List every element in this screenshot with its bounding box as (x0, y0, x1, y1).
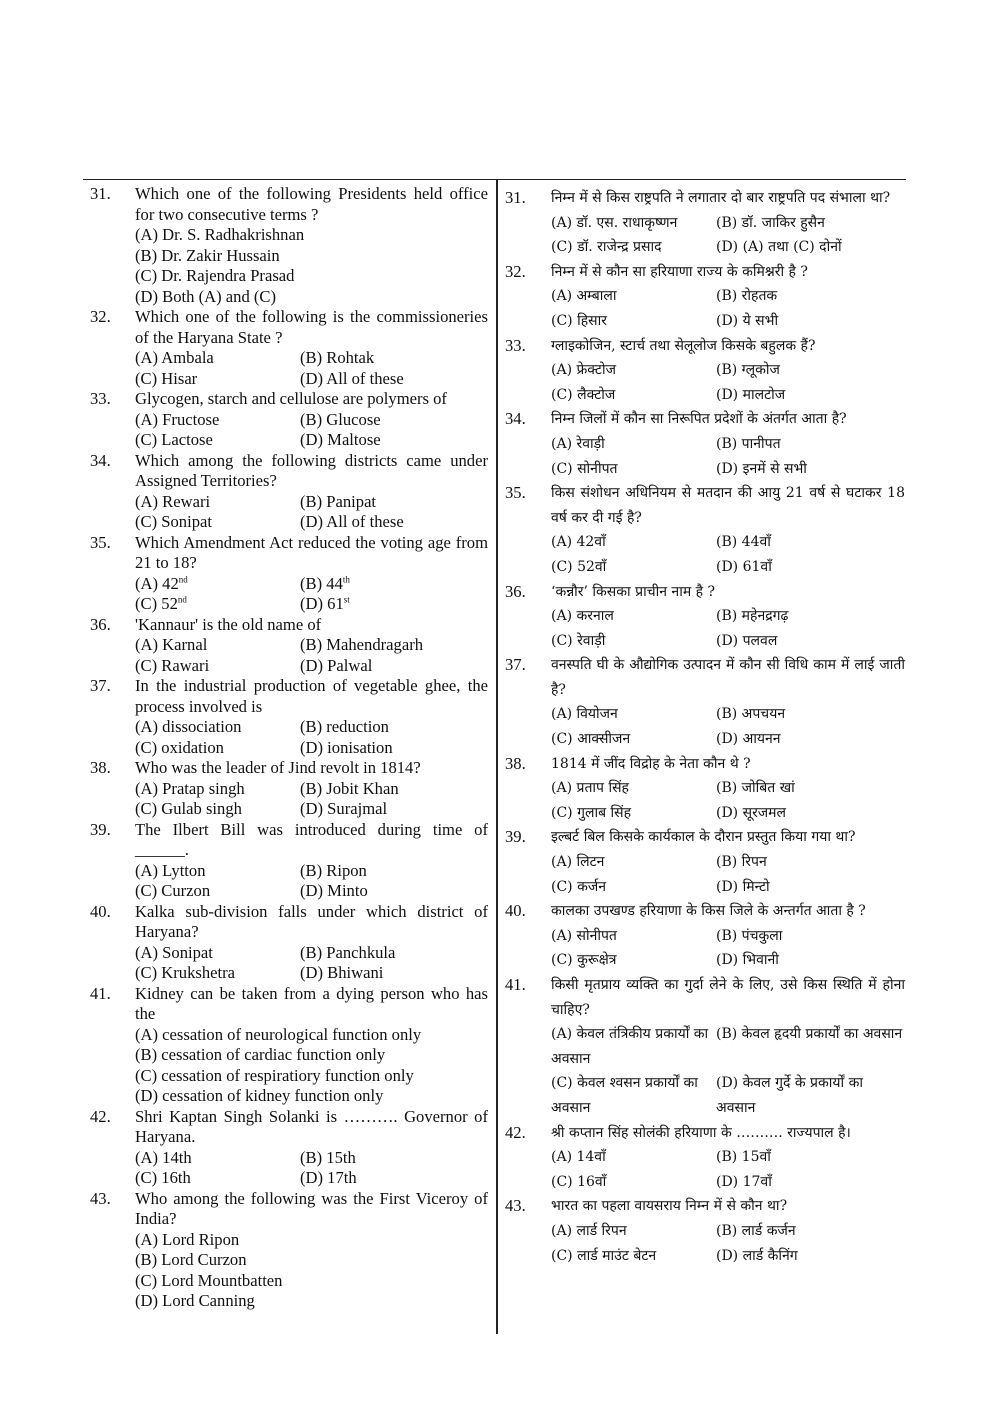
option: (B) Panipat (300, 491, 377, 511)
option: (C) cessation of respiratiory function only (135, 1065, 414, 1085)
option: (D) 17वाँ (716, 1173, 772, 1190)
option: (B) रोहतक (716, 288, 778, 305)
option: (A) सोनीपत (551, 927, 617, 944)
option: (D) All of these (300, 368, 404, 388)
option-text: (A) 42 (135, 573, 179, 593)
option: (C) Hisar (135, 368, 198, 388)
option: (C) Sonipat (135, 512, 212, 531)
question-item (505, 580, 905, 654)
question-text: निम्न जिलों में कौन सा निरूपित प्रदेशों के अंतर्गत आता है? (551, 411, 847, 428)
option: (A) फ्रेक्टोज (551, 362, 616, 379)
option: (A) केवल तंत्रिकीय प्रकार्यों का अवसान (551, 1026, 709, 1067)
question-item (505, 752, 905, 826)
option: (B) ग्लूकोज (716, 362, 780, 379)
option (135, 594, 300, 615)
question-number: 36. (505, 581, 526, 601)
option: (A) करनाल (551, 608, 614, 625)
options-list (551, 604, 905, 653)
question-number: 31. (505, 188, 526, 207)
question-item (90, 1107, 488, 1189)
question-item (505, 481, 905, 579)
option-ordinal-suffix: th (342, 573, 350, 584)
option: (D) आयनन (716, 731, 781, 748)
question-item (505, 899, 905, 973)
option: (A) 14वाँ (551, 1149, 606, 1166)
options-list (135, 779, 488, 820)
option: (A) Lord Ripon (135, 1229, 240, 1249)
option: (B) 15th (300, 1147, 356, 1167)
option: (A) 42वाँ (551, 534, 606, 551)
option: (B) Glucose (300, 409, 381, 429)
question-item (90, 1189, 488, 1312)
option: (C) कर्जन (551, 878, 606, 895)
question-item (505, 334, 905, 408)
options-list (551, 1145, 905, 1194)
options-list (551, 211, 905, 260)
options-list (551, 850, 905, 899)
option: (C) लैक्टोज (551, 386, 616, 403)
option: (C) कुरूक्षेत्र (551, 952, 617, 969)
options-list (551, 530, 905, 579)
options-list (551, 702, 905, 751)
option: (A) Sonipat (135, 942, 213, 962)
question-text: Which Amendment Act reduced the voting age from 21 to 18? (135, 532, 488, 572)
question-text: Glycogen, starch and cellulose are polymers of (135, 389, 447, 408)
option: (C) डॉ. राजेन्द्र प्रसाद (551, 239, 662, 256)
hindi-column (505, 186, 905, 1268)
option: (A) dissociation (135, 717, 242, 736)
option: (B) Lord Curzon (135, 1250, 247, 1269)
options-list (135, 635, 488, 676)
option: (A) वियोजन (551, 706, 618, 723)
option: (C) आक्सीजन (551, 731, 631, 748)
question-item (90, 451, 488, 533)
question-number: 40. (90, 901, 111, 921)
option-text: (D) 61 (300, 594, 344, 613)
option: (C) Gulab singh (135, 799, 242, 818)
question-number: 34. (505, 409, 526, 429)
option: (D) Lord Canning (135, 1291, 255, 1310)
question-number: 39. (505, 827, 526, 847)
question-number: 43. (505, 1196, 526, 1216)
option: (A) cessation of neurological function only (135, 1024, 422, 1044)
option: (A) Fructose (135, 409, 220, 429)
question-number: 43. (90, 1188, 111, 1208)
option: (D) मिन्टो (716, 878, 770, 895)
option: (A) Ambala (135, 348, 214, 367)
question-number: 42. (505, 1122, 526, 1142)
question-item (505, 973, 905, 1121)
option-text: (B) 44 (300, 573, 343, 593)
question-item (90, 389, 488, 451)
question-item (505, 186, 905, 260)
option: (D) All of these (300, 512, 404, 531)
question-number: 33. (505, 335, 526, 355)
option: (A) Pratap singh (135, 778, 245, 798)
options-list (135, 225, 488, 307)
option: (D) Bhiwani (300, 963, 384, 982)
option: (A) Rewari (135, 491, 211, 511)
question-number: 35. (505, 483, 526, 503)
question-item (90, 902, 488, 984)
option: (B) डॉ. जाकिर हुसैन (716, 214, 825, 231)
option: (D) पलवल (716, 632, 778, 649)
option: (A) अम्बाला (551, 288, 617, 305)
option: (B) जोबित खां (716, 780, 795, 797)
question-text: The Ilbert Bill was introduced during time of ______. (135, 819, 488, 859)
option: (A) Dr. S. Radhakrishnan (135, 225, 305, 244)
question-number: 38. (505, 753, 526, 773)
options-list (551, 776, 905, 825)
option-ordinal-suffix: nd (177, 594, 187, 605)
option: (C) oxidation (135, 737, 224, 757)
option: (B) अपचयन (716, 706, 786, 723)
question-text: वनस्पति घी के औद्योगिक उत्पादन में कौन सी विधि काम में लाई जाती है? (551, 657, 905, 698)
question-item (90, 533, 488, 615)
option: (D) Both (A) and (C) (135, 286, 277, 306)
option-ordinal-suffix: nd (178, 573, 188, 584)
option: (D) भिवानी (716, 952, 779, 969)
top-rule (83, 179, 906, 180)
option: (C) 16वाँ (551, 1173, 607, 1190)
question-item (505, 1194, 905, 1268)
options-list (135, 410, 488, 451)
options-list (551, 1219, 905, 1268)
option: (B) Jobit Khan (300, 778, 399, 798)
option (300, 574, 488, 595)
option: (D) मालटोज (716, 386, 786, 403)
option: (D) Minto (300, 881, 368, 900)
question-text: Shri Kaptan Singh Solanki is ………. Governor of Haryana. (135, 1106, 488, 1146)
question-text: किसी मृतप्राय व्यक्ति का गुर्दा लेने के लिए, उसे किस स्थिति में होना चाहिए? (551, 977, 905, 1018)
option: (C) Lord Mountbatten (135, 1270, 283, 1290)
option: (D) केवल गुर्दे के प्रकार्यों का अवसान (716, 1075, 863, 1116)
option: (D) सूरजमल (716, 804, 787, 821)
question-item (90, 676, 488, 758)
question-item (505, 407, 905, 481)
question-item (90, 758, 488, 820)
options-list (135, 348, 488, 389)
option: (B) पानीपत (716, 435, 781, 452)
question-item (90, 984, 488, 1107)
option: (A) प्रताप सिंह (551, 780, 629, 797)
option: (A) रेवाड़ी (551, 435, 605, 452)
question-item (90, 615, 488, 677)
options-list (135, 574, 488, 615)
option-ordinal-suffix: st (343, 594, 350, 605)
options-list (551, 358, 905, 407)
option: (A) Karnal (135, 635, 208, 654)
question-text: श्री कप्तान सिंह सोलंकी हरियाणा के ………. राज्यपाल है। (551, 1124, 851, 1141)
option: (C) गुलाब सिंह (551, 804, 632, 821)
question-text: Which among the following districts came under Assigned Territories? (135, 450, 488, 490)
option: (A) लार्ड रिपन (551, 1222, 627, 1239)
english-column (90, 184, 488, 1312)
options-list (135, 1025, 488, 1107)
question-text: Kidney can be taken from a dying person who has the (135, 983, 488, 1023)
options-list (551, 432, 905, 481)
question-item (90, 184, 488, 307)
option: (D) ये सभी (716, 312, 779, 329)
question-text: निम्न में से कौन सा हरियाणा राज्य के कमिश्नरी है ? (551, 263, 808, 280)
question-text: 1814 में जींद विद्रोह के नेता कौन थे ? (551, 755, 751, 772)
option: (A) 14th (135, 1147, 192, 1167)
question-text: भारत का पहला वायसराय निम्न में से कौन था? (551, 1198, 788, 1215)
option: (A) डॉ. एस. राधाकृष्णन (551, 214, 678, 231)
option: (A) लिटन (551, 854, 605, 871)
question-number: 35. (90, 532, 111, 552)
options-list (135, 861, 488, 902)
option: (D) Maltose (300, 430, 381, 449)
question-number: 32. (90, 307, 111, 326)
option: (C) Rawari (135, 655, 210, 675)
options-list (135, 1148, 488, 1189)
question-text: In the industrial production of vegetable ghee, the process involved is (135, 676, 488, 716)
option: (B) 44वाँ (716, 534, 771, 551)
option: (B) Rohtak (300, 348, 375, 367)
question-text: Kalka sub-division falls under which district of Haryana? (135, 901, 488, 941)
option: (B) reduction (300, 717, 389, 736)
question-text: कालका उपखण्ड हरियाणा के किस जिले के अन्तर्गत आता है ? (551, 903, 866, 920)
option: (D) Palwal (300, 655, 373, 675)
option: (B) 15वाँ (716, 1149, 771, 1166)
option: (D) इनमें से सभी (716, 460, 807, 477)
option: (C) Curzon (135, 881, 211, 900)
option: (B) केवल हृदयी प्रकार्यों का अवसान (716, 1026, 903, 1043)
option: (D) cessation of kidney function only (135, 1086, 384, 1105)
options-list (135, 1230, 488, 1312)
option: (D) ionisation (300, 737, 393, 757)
question-number: 36. (90, 614, 111, 634)
option: (C) लार्ड माउंट बेटन (551, 1247, 657, 1264)
option: (C) 16th (135, 1168, 191, 1187)
question-number: 34. (90, 450, 111, 470)
option: (C) Dr. Rajendra Prasad (135, 266, 295, 285)
options-list (135, 492, 488, 533)
option: (D) 61वाँ (716, 558, 772, 575)
question-number: 42. (90, 1106, 111, 1126)
question-number: 39. (90, 819, 111, 839)
option: (B) Dr. Zakir Hussain (135, 245, 280, 265)
option: (C) केवल श्वसन प्रकार्यों का अवसान (551, 1075, 698, 1116)
question-number: 40. (505, 901, 526, 921)
column-divider (496, 180, 498, 1334)
option: (D) लार्ड कैनिंग (716, 1247, 798, 1264)
option: (B) लार्ड कर्जन (716, 1222, 796, 1239)
option: (D) Surajmal (300, 799, 388, 818)
question-text: Which one of the following Presidents held office for two consecutive terms ? (135, 184, 488, 224)
option: (C) Lactose (135, 430, 213, 449)
question-item (505, 825, 905, 899)
option: (B) Panchkula (300, 942, 396, 962)
question-number: 37. (90, 676, 111, 695)
options-list (551, 284, 905, 333)
option: (C) Krukshetra (135, 963, 235, 982)
option: (B) Ripon (300, 860, 367, 880)
question-number: 38. (90, 758, 111, 777)
question-item (505, 260, 905, 334)
options-list (551, 924, 905, 973)
option: (B) महेनद्रगढ़ (716, 608, 789, 625)
option (300, 594, 488, 615)
option: (D) (A) तथा (C) दोनों (716, 239, 842, 256)
question-text: निम्न में से किस राष्ट्रपति ने लगातार दो बार राष्ट्रपति पद संभाला था? (551, 190, 891, 206)
question-text: 'Kannaur' is the old name of (135, 614, 322, 634)
option-text: (C) 52 (135, 594, 178, 613)
options-list (135, 943, 488, 984)
question-text: ग्लाइकोजिन, स्टार्च तथा सेलूलोज किसके बहुलक हैं? (551, 337, 816, 354)
option: (A) Lytton (135, 860, 206, 880)
option: (B) cessation of cardiac function only (135, 1045, 386, 1064)
option: (B) Mahendragarh (300, 635, 424, 654)
question-number: 41. (90, 983, 111, 1003)
option: (B) पंचकुला (716, 927, 783, 944)
question-text: किस संशोधन अधिनियम से मतदान की आयु 21 वर्ष से घटाकर 18 वर्ष कर दी गई है? (551, 485, 905, 526)
question-text: इल्बर्ट बिल किसके कार्यकाल के दौरान प्रस्तुत किया गया था? (551, 829, 856, 846)
question-text: ‘कन्नौर’ किसका प्राचीन नाम है ? (551, 583, 716, 600)
question-text: Which one of the following is the commissioneries of the Haryana State ? (135, 307, 488, 347)
question-item (505, 1121, 905, 1195)
question-number: 41. (505, 975, 526, 994)
options-list (551, 1022, 905, 1120)
question-number: 31. (90, 184, 111, 203)
question-number: 33. (90, 389, 111, 408)
question-item (90, 307, 488, 389)
option (135, 574, 300, 595)
option: (D) 17th (300, 1168, 357, 1187)
question-text: Who among the following was the First Viceroy of India? (135, 1188, 488, 1228)
question-number: 37. (505, 655, 526, 675)
question-text: Who was the leader of Jind revolt in 1814? (135, 758, 421, 777)
question-item (505, 653, 905, 751)
option: (C) रेवाड़ी (551, 632, 606, 649)
question-item (90, 820, 488, 902)
option: (C) सोनीपत (551, 460, 618, 477)
question-number: 32. (505, 261, 526, 281)
option: (C) 52वाँ (551, 558, 607, 575)
option: (C) हिसार (551, 312, 607, 329)
options-list (135, 717, 488, 758)
option: (B) रिपन (716, 854, 767, 871)
